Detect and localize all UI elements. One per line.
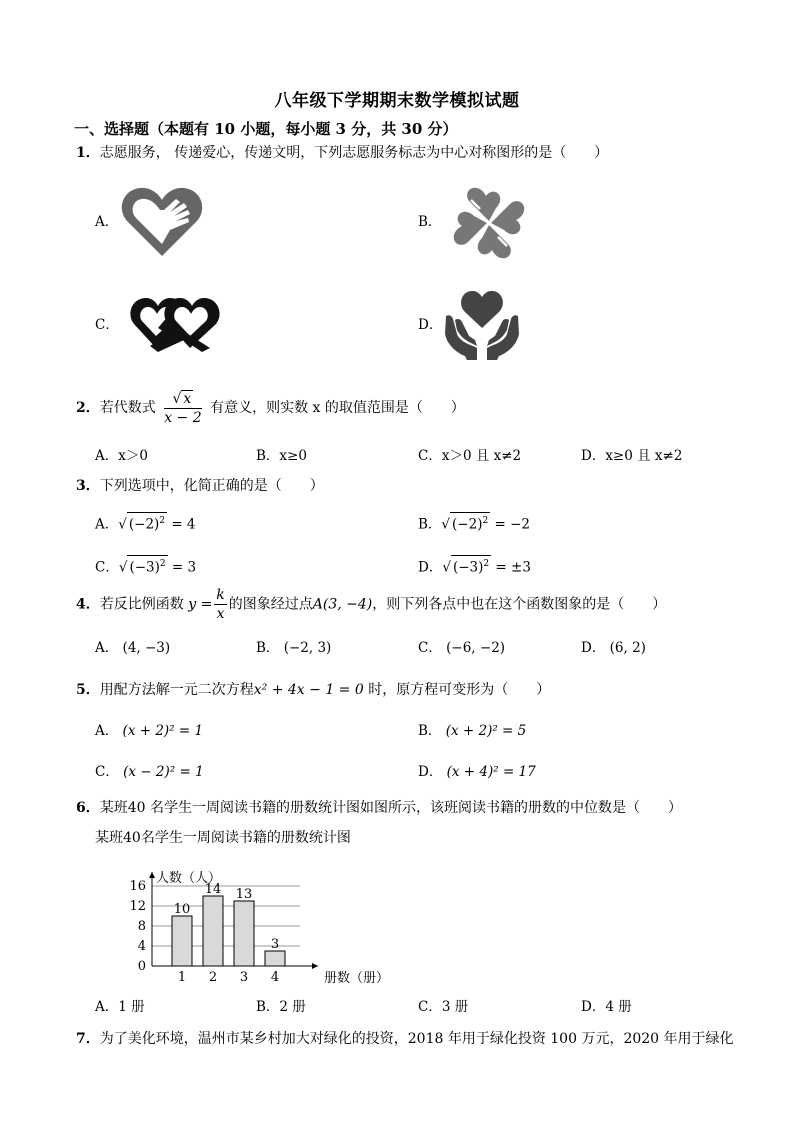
q2-option-d: D．x≥0 且 x≠2 bbox=[581, 448, 683, 464]
x-tick-label: 1 bbox=[177, 970, 187, 985]
function-fraction bbox=[214, 586, 226, 623]
denominator: x − 2 bbox=[164, 409, 202, 426]
q3-option-c: C．√ $(-3)^2 = 3$ bbox=[95, 555, 196, 578]
hands-holding-heart-icon bbox=[443, 288, 521, 362]
exponent: 2 bbox=[159, 559, 166, 569]
question-number: 6． bbox=[76, 800, 100, 816]
q4-option-c bbox=[418, 638, 505, 658]
y-tick-label: 0 bbox=[137, 959, 146, 974]
q6-option-b: B．2 册 bbox=[256, 999, 306, 1015]
q1-option-c-label: C． bbox=[95, 317, 119, 333]
q6-option-d: D．4 册 bbox=[581, 999, 632, 1015]
question-number: 3． bbox=[76, 478, 100, 494]
result: = 4 bbox=[171, 516, 196, 533]
data-label: 10 bbox=[173, 902, 191, 917]
question-text-post: 有意义，则实数 x 的取值范围是（ ） bbox=[210, 400, 465, 416]
result: = ±3 bbox=[495, 559, 531, 576]
question-text-post: 时，原方程可变形为（ ） bbox=[368, 682, 551, 698]
option-label: D． bbox=[418, 764, 443, 780]
q6-option-a: A．1 册 bbox=[95, 999, 145, 1015]
radicand: (−3) bbox=[129, 559, 160, 576]
radicand: (−2) bbox=[128, 516, 160, 533]
point-a: A(3, −4) bbox=[312, 596, 373, 613]
option-label: C． bbox=[95, 559, 119, 576]
q1-option-a-label: A． bbox=[95, 214, 119, 230]
q1-option-d-label: D． bbox=[418, 317, 443, 333]
option-value: (−6, −2) bbox=[446, 640, 506, 656]
question-text-pre: 若代数式 bbox=[99, 400, 156, 416]
question-text: 为了美化环境，温州市某乡村加大对绿化的投资，2018 年用于绿化投资 100 万元，2020 年用于绿化 bbox=[99, 1031, 734, 1047]
option-value: (x − 2)² = 1 bbox=[123, 764, 204, 780]
exponent: 2 bbox=[483, 559, 490, 569]
data-label: 13 bbox=[235, 887, 253, 902]
question-6 bbox=[76, 798, 682, 818]
x-tick-label: 4 bbox=[270, 970, 280, 985]
option-value: (−2, 3) bbox=[283, 640, 332, 656]
q5-option-a bbox=[95, 721, 203, 741]
ribbon-hearts-icon bbox=[128, 294, 220, 356]
option-label: A． bbox=[95, 640, 119, 656]
option-value: (x + 4)² = 17 bbox=[446, 764, 536, 780]
q2-option-b: B．x≥0 bbox=[256, 448, 307, 464]
option-value: (6, 2) bbox=[609, 640, 646, 656]
option-label: D． bbox=[581, 640, 606, 656]
function-lhs: y = bbox=[188, 596, 213, 613]
q3-option-b: B．√ $(-2)^2 = -2$ bbox=[418, 512, 530, 535]
radicand: (−3) bbox=[452, 559, 484, 576]
four-hearts-clover-icon bbox=[446, 180, 532, 266]
option-label: D． bbox=[418, 559, 443, 576]
question-text-pre: 用配方法解一元二次方程 bbox=[99, 682, 254, 698]
option-value: (x + 2)² = 1 bbox=[122, 723, 204, 739]
y-tick-label: 8 bbox=[137, 919, 146, 934]
question-text-pre: 若反比例函数 bbox=[99, 596, 184, 613]
chart-title: 某班40名学生一周阅读书籍的册数统计图 bbox=[95, 830, 351, 846]
q6-option-c: C．3 册 bbox=[418, 999, 469, 1015]
q4-option-b bbox=[256, 638, 331, 658]
result: = −2 bbox=[494, 516, 531, 533]
option-label: C． bbox=[95, 764, 119, 780]
radicand: (−2) bbox=[452, 516, 483, 533]
q5-option-b bbox=[418, 721, 526, 741]
option-label: C． bbox=[418, 640, 442, 656]
numerator: k bbox=[216, 587, 225, 603]
question-5 bbox=[76, 680, 550, 700]
q4-option-a bbox=[95, 638, 170, 658]
option-label: B． bbox=[256, 640, 280, 656]
equation: x² + 4x − 1 = 0 bbox=[253, 682, 364, 698]
section-heading: 一、选择题（本题有 10 小题，每小题 3 分，共 30 分） bbox=[74, 120, 458, 138]
y-axis-label: 人数（人） bbox=[156, 871, 222, 886]
q3-option-d: D．√ $(-3)^2 = \pm 3$ bbox=[418, 555, 531, 578]
question-4 bbox=[76, 586, 666, 623]
chart-labels bbox=[129, 870, 389, 986]
option-value: (x + 2)² = 5 bbox=[445, 723, 527, 739]
option-label: B． bbox=[418, 516, 442, 533]
x-tick-label: 3 bbox=[239, 970, 249, 985]
question-text-post: ，则下列各点中也在这个函数图象的是（ ） bbox=[372, 596, 667, 613]
exponent: 2 bbox=[482, 516, 489, 526]
page-title: 八年级下学期期末数学模拟试题 bbox=[274, 91, 520, 111]
y-axis-arrow bbox=[149, 872, 155, 878]
q4-option-d bbox=[581, 638, 646, 658]
question-3 bbox=[76, 476, 324, 496]
bar bbox=[203, 896, 223, 966]
question-number: 5． bbox=[76, 682, 100, 698]
x-axis-arrow bbox=[312, 963, 318, 969]
heart-hand-icon bbox=[120, 182, 204, 260]
question-7 bbox=[76, 1029, 734, 1049]
question-2 bbox=[76, 388, 465, 428]
bar bbox=[234, 901, 254, 966]
option-label: A． bbox=[95, 723, 119, 739]
result: = 3 bbox=[171, 559, 197, 576]
bar-chart bbox=[120, 848, 390, 988]
x-tick-label: 2 bbox=[208, 970, 218, 985]
radicand: x bbox=[183, 390, 192, 407]
question-text-mid: 的图象经过点 bbox=[228, 596, 313, 613]
option-label: A． bbox=[95, 516, 119, 533]
exponent: 2 bbox=[159, 516, 166, 526]
option-label: B． bbox=[418, 723, 442, 739]
q5-option-d bbox=[418, 762, 536, 782]
y-tick-label: 4 bbox=[137, 939, 146, 954]
question-text: 下列选项中，化简正确的是（ ） bbox=[99, 478, 324, 494]
bar bbox=[265, 951, 285, 966]
question-text: 志愿服务， 传递爱心，传递文明，下列志愿服务标志为中心对称图形的是（ ） bbox=[99, 145, 609, 161]
y-tick-label: 16 bbox=[129, 879, 146, 894]
q5-option-c bbox=[95, 762, 204, 782]
y-tick-label: 12 bbox=[129, 899, 146, 914]
q3-option-a: A．√ $(-2)^2 = 4$ bbox=[95, 512, 196, 535]
data-label: 14 bbox=[204, 882, 222, 897]
denominator: x bbox=[216, 606, 225, 622]
bar bbox=[172, 916, 192, 966]
question-number: 2． bbox=[76, 400, 100, 416]
q2-option-a: A．x＞0 bbox=[95, 448, 148, 464]
question-number: 4． bbox=[76, 596, 100, 613]
fraction-sqrt-x-over-x-minus-2: $\frac{√ x}{x - 2}$ bbox=[164, 390, 202, 426]
data-label: 3 bbox=[270, 937, 280, 952]
x-axis-label: 册数（册） bbox=[324, 971, 390, 986]
question-1 bbox=[76, 143, 608, 163]
q1-option-b-label: B． bbox=[418, 214, 442, 230]
question-number: 7． bbox=[76, 1031, 100, 1047]
option-value: (4, −3) bbox=[122, 640, 171, 656]
question-text: 某班40 名学生一周阅读书籍的册数统计图如图所示，该班阅读书籍的册数的中位数是（ ） bbox=[99, 800, 683, 816]
question-number: 1． bbox=[76, 145, 100, 161]
q2-option-c: C．x＞0 且 x≠2 bbox=[418, 448, 522, 464]
